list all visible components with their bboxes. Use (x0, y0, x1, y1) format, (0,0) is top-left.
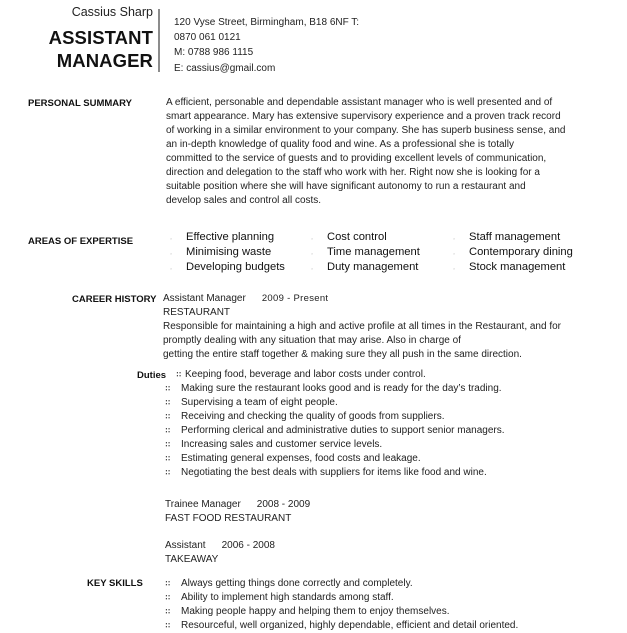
bullet-icon: ¸ (170, 262, 173, 270)
job-entry (165, 539, 275, 567)
contact-email[interactable]: E: cassius@gmail.com (174, 62, 276, 74)
expertise-item: ¸ Cost control (311, 231, 387, 243)
job-role: Trainee Manager (165, 499, 241, 510)
summary-line: direction and delegation to the staff who work with her. Right now she is looking for a (166, 167, 540, 178)
job-description-line: Responsible for maintaining a high and active profile at all times in the Restaurant, and for (163, 321, 562, 332)
candidate-name: Cassius Sharp (71, 5, 153, 19)
contact-phone: 0870 061 0121 (174, 32, 241, 44)
expertise-item: ¸ Duty management (311, 260, 419, 273)
summary-line: of working in a similar environment to your company. She has superb business sense, and (166, 125, 566, 136)
personal-summary-text (166, 96, 565, 208)
bullet-icon: ∷ (165, 412, 171, 422)
expertise-item: ¸ Minimising waste (170, 245, 272, 258)
bullet-icon: ∷ (165, 440, 171, 450)
job-description-line: getting the entire staff together & making sure they all push in the same direction. (163, 349, 522, 360)
career-history-label: CAREER HISTORY (72, 294, 157, 305)
job-role: Assistant (165, 540, 206, 551)
key-skills-list (165, 577, 518, 633)
bullet-icon: ∷ (165, 593, 171, 603)
job-heading (163, 292, 561, 306)
summary-line: committed to the service of guests and to providing excellent levels of communication, (166, 153, 547, 164)
expertise-item: ¸ Stock management (453, 260, 566, 273)
summary-line: develop sales and control all costs. (166, 195, 322, 206)
skill-item: ∷ Ability to implement high standards among staff. (165, 592, 394, 603)
expertise-column-3 (453, 230, 573, 274)
expertise-column-2 (311, 230, 420, 274)
duties-list (165, 368, 505, 480)
expertise-item: ¸ Time management (311, 245, 420, 258)
job-employer: FAST FOOD RESTAURANT (165, 513, 292, 524)
contact-block (174, 15, 359, 76)
job-entry (163, 292, 561, 362)
job-heading (165, 498, 310, 512)
job-entry (165, 498, 310, 526)
bullet-icon: ¸ (170, 247, 173, 255)
job-employer: RESTAURANT (163, 307, 231, 318)
bullet-icon: ¸ (311, 247, 314, 255)
duty-item: ∷ Keeping food, beverage and labor costs under control. (176, 369, 426, 380)
job-role: Assistant Manager (163, 293, 246, 304)
bullet-icon: ∷ (165, 579, 171, 589)
duty-item: ∷ Supervising a team of eight people. (165, 397, 338, 408)
duty-item: ∷ Negotiating the best deals with suppliers for items like food and wine. (165, 467, 487, 478)
contact-mobile: M: 0788 986 1115 (174, 47, 254, 59)
areas-of-expertise-label: AREAS OF EXPERTISE (28, 236, 134, 247)
job-period: 2009 - Present (261, 293, 329, 304)
expertise-item: ¸ Developing budgets (170, 260, 285, 273)
personal-summary-label: PERSONAL SUMMARY (28, 98, 132, 109)
key-skills-label: KEY SKILLS (87, 578, 143, 589)
bullet-icon: ¸ (453, 233, 456, 240)
job-title-line-2: MANAGER (56, 50, 153, 71)
bullet-icon: ∷ (165, 454, 171, 464)
duty-item: ∷ Making sure the restaurant looks good and is ready for the day’s trading. (165, 383, 502, 394)
expertise-item: ¸ Staff management (453, 231, 561, 243)
bullet-icon: ∷ (165, 621, 171, 631)
bullet-icon: ∷ (165, 384, 171, 394)
duties-label: Duties (137, 370, 167, 381)
bullet-icon: ¸ (453, 262, 456, 270)
expertise-item: ¸ Effective planning (170, 231, 275, 243)
header-divider (158, 9, 160, 72)
expertise-column-1 (170, 230, 285, 274)
bullet-icon: ∷ (165, 398, 171, 408)
skill-item: ∷ Always getting things done correctly and completely. (165, 578, 413, 589)
job-heading (165, 539, 275, 553)
bullet-icon: ¸ (170, 233, 173, 240)
bullet-icon: ∷ (176, 370, 182, 380)
duty-item: ∷ Performing clerical and administrative duties to support senior managers. (165, 425, 505, 436)
duty-item: ∷ Increasing sales and customer service levels. (165, 439, 383, 450)
skill-item: ∷ Resourceful, well organized, highly dependable, efficient and detail oriented. (165, 620, 519, 631)
duty-item: ∷ Estimating general expenses, food costs and leakage. (165, 453, 421, 464)
contact-address: 120 Vyse Street, Birmingham, B18 6NF T: (174, 17, 360, 28)
bullet-icon: ¸ (453, 247, 456, 255)
job-title-line-1: ASSISTANT (48, 27, 153, 48)
bullet-icon: ¸ (311, 262, 314, 270)
summary-line: smart appearance. Mary has extensive supervisory experience and a proven track record (166, 111, 561, 122)
bullet-icon: ¸ (311, 233, 314, 240)
summary-line: an in-depth knowledge of quality food and wine. As a professional she is totally (166, 139, 514, 150)
bullet-icon: ∷ (165, 426, 171, 436)
bullet-icon: ∷ (165, 607, 171, 617)
summary-line: A efficient, personable and dependable assistant manager who is well presented and of (166, 97, 553, 108)
bullet-icon: ∷ (165, 468, 171, 478)
summary-line: suitable position where she will have significant autonomy to run a restaurant and (166, 181, 526, 192)
expertise-item: ¸ Contemporary dining (453, 245, 573, 258)
duty-item: ∷ Receiving and checking the quality of goods from suppliers. (165, 411, 445, 422)
job-description-line: promptly dealing with any situation that may arise. Also in charge of (163, 335, 461, 346)
job-period: 2008 - 2009 (256, 499, 311, 510)
job-period: 2006 - 2008 (221, 540, 275, 551)
skill-item: ∷ Making people happy and helping them to enjoy themselves. (165, 606, 450, 617)
job-employer: TAKEAWAY (165, 554, 219, 565)
